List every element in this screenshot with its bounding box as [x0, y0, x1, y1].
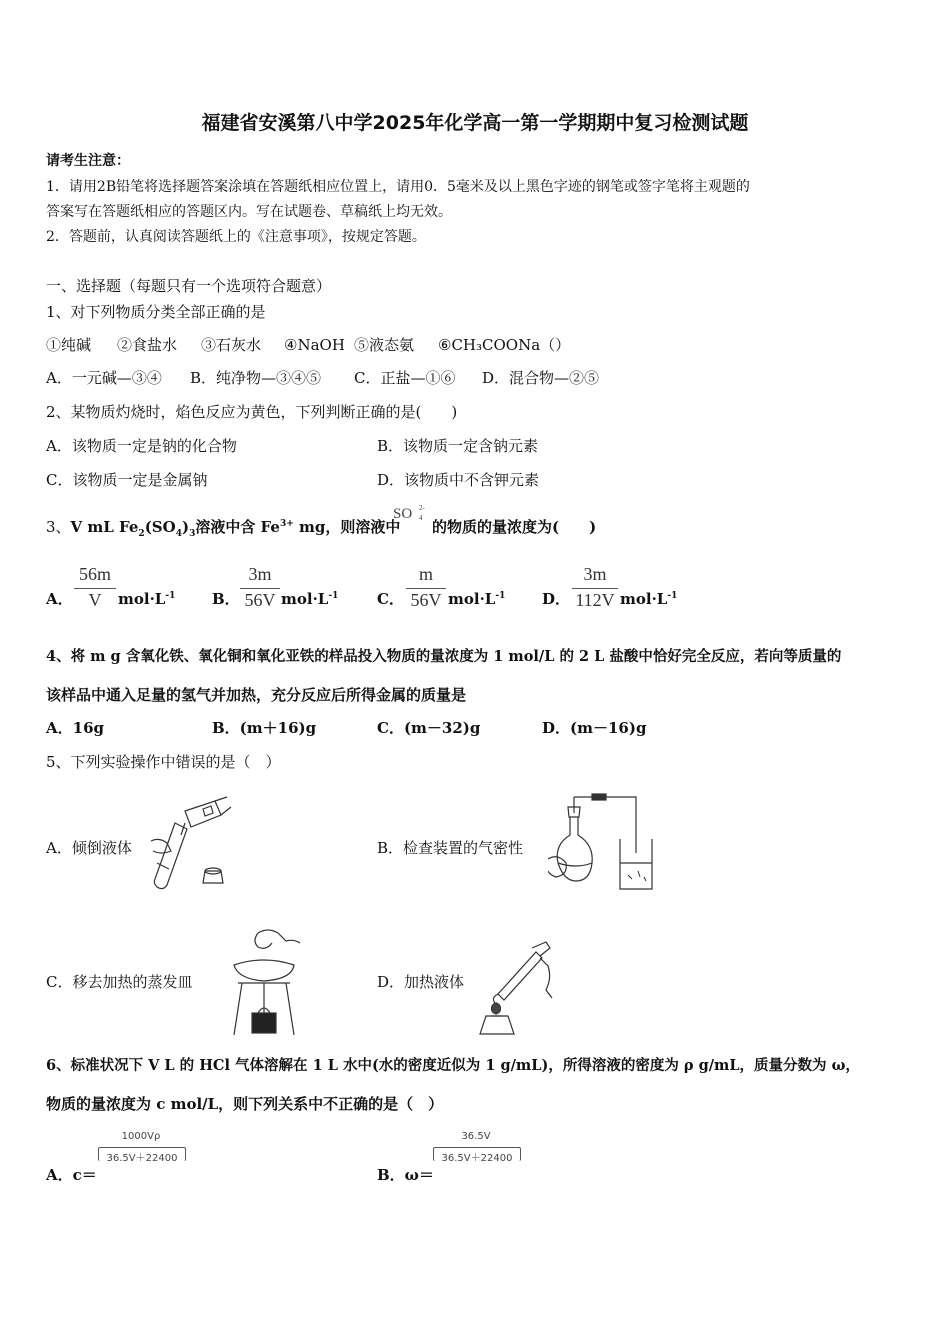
q1-item: ④NaOH: [284, 336, 345, 354]
q1-option-d[interactable]: D．混合物—②⑤: [482, 369, 600, 387]
q1-stem: 1、对下列物质分类全部正确的是: [46, 303, 266, 321]
q5-option-b[interactable]: B．检查装置的气密性: [377, 839, 524, 857]
q4-option-b[interactable]: B．(m＋16)g: [212, 719, 317, 737]
q3-fraction-a: 56m V: [74, 564, 116, 614]
q4-stem-line-2: 该样品中通入足量的氢气并加热，充分反应后所得金属的质量是: [46, 686, 467, 704]
q4-option-c[interactable]: C．(m－32)g: [377, 719, 481, 737]
q4-stem-line-1: 4、将 m g 含氧化铁、氧化铜和氧化亚铁的样品投入物质的量浓度为 1 mol/L 的 2 L 盐酸中恰好完全反应，若向等质量的: [46, 648, 842, 665]
q3-fraction-b: 3m 56V: [240, 564, 280, 614]
q1-option-c[interactable]: C．正盐—①⑥: [354, 369, 456, 387]
q3-num: 3、: [46, 518, 71, 536]
pouring-liquid-figure: [145, 793, 235, 893]
q3-unit-a: $mol\cdot L^{-1}$: [118, 590, 176, 608]
q1-item: ⑥CH₃COONa（）: [438, 336, 571, 354]
q1-item: ②食盐水: [117, 336, 178, 354]
q3-fraction-c: m 56V: [406, 564, 446, 614]
q3-unit-b: $mol\cdot L^{-1}$: [281, 590, 339, 608]
q5-option-a[interactable]: A．倾倒液体: [46, 839, 132, 857]
q6-stem-line-1: 6、标准状况下 V L 的 HCl 气体溶解在 1 L 水中(水的密度近似为 1 g/mL)，所得溶液的密度为 ρ g/mL，质量分数为 ω，: [46, 1057, 860, 1074]
q3-option-d-label[interactable]: D．: [542, 590, 571, 608]
heating-liquid-figure: [476, 938, 562, 1036]
q1-item: ①纯碱: [46, 336, 92, 354]
q2-option-d[interactable]: D．该物质中不含钾元素: [377, 471, 540, 489]
notice-line-1: 1．请用2B铅笔将选择题答案涂填在答题纸相应位置上，请用0．5毫米及以上黑色字迹的钢笔或签字笔将主观题的: [46, 179, 750, 195]
notice-line-1b: 答案写在答题纸相应的答题区内。写在试题卷、草稿纸上均无效。: [46, 204, 452, 220]
evaporating-dish-figure: [228, 927, 302, 1039]
notice-line-2: 2．答题前，认真阅读答题纸上的《注意事项》，按规定答题。: [46, 229, 426, 245]
q5-option-c[interactable]: C．移去加热的蒸发皿: [46, 973, 193, 991]
q2-option-c[interactable]: C．该物质一定是金属钠: [46, 471, 208, 489]
q6-fraction-b: 36.5V 36.5V＋22400: [433, 1131, 519, 1163]
q1-item: ③石灰水: [201, 336, 262, 354]
q3-stem: 3、V mL $Fe_2(SO_4)_3$溶液中含 $Fe^{3+}$ mg，则溶液中: [46, 518, 401, 539]
q6-option-b[interactable]: B．ω＝: [377, 1166, 434, 1184]
q3-option-c-label[interactable]: C．: [377, 590, 404, 608]
q6-fraction-a: 1000Vρ 36.5V＋22400: [98, 1131, 184, 1163]
notice-heading: 请考生注意：: [46, 153, 130, 169]
q1-item: ⑤液态氨: [354, 336, 415, 354]
q2-stem: 2、某物质灼烧时，焰色反应为黄色，下列判断正确的是( ): [46, 403, 458, 421]
page-title: 福建省安溪第八中学2025年化学高一第一学期期中复习检测试题: [201, 112, 749, 134]
q1-option-b[interactable]: B．纯净物—③④⑤: [190, 369, 322, 387]
airtightness-check-figure: [548, 793, 658, 897]
q3-stem-tail: 的物质的量浓度为( ): [432, 518, 597, 536]
q6-option-a[interactable]: A．c＝: [46, 1166, 97, 1184]
q2-option-a[interactable]: A．该物质一定是钠的化合物: [46, 437, 237, 455]
q2-option-b[interactable]: B．该物质一定含钠元素: [377, 437, 539, 455]
q5-option-d[interactable]: D．加热液体: [377, 973, 465, 991]
section-heading: 一、选择题（每题只有一个选项符合题意）: [46, 277, 332, 295]
q5-stem: 5、下列实验操作中错误的是（ ）: [46, 753, 281, 771]
q6-stem-line-2: 物质的量浓度为 c mol/L，则下列关系中不正确的是（ ）: [46, 1095, 444, 1113]
q3-fraction-d: 3m 112V: [572, 564, 618, 614]
q3-unit-c: $mol\cdot L^{-1}$: [448, 590, 506, 608]
q3-option-a-label[interactable]: A．: [46, 590, 73, 608]
q3-unit-d: $mol\cdot L^{-1}$: [620, 590, 678, 608]
q4-option-a[interactable]: A．16g: [46, 719, 105, 737]
q1-option-a[interactable]: A．一元碱—③④: [46, 369, 162, 387]
q4-option-d[interactable]: D．(m－16)g: [542, 719, 647, 737]
sulfate-ion: SO 2- 4: [393, 504, 425, 522]
q3-option-b-label[interactable]: B．: [212, 590, 240, 608]
